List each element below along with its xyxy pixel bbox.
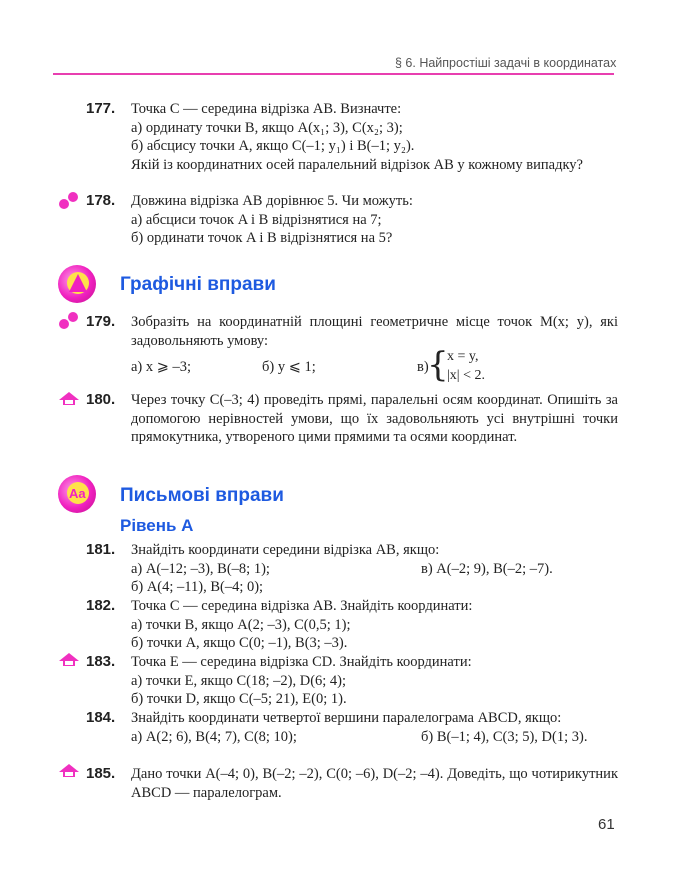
written-section-icon <box>58 475 96 513</box>
exercise-number: 177. <box>86 100 116 117</box>
system-line-2: |x| < 2. <box>447 368 486 383</box>
subitem-a: а) точки B, якщо A(2; –3), C(0,5; 1); <box>131 616 351 633</box>
exercise-text: Знайдіть координати середини відрізка AB, якщо: <box>131 542 440 558</box>
page-number: 61 <box>598 816 615 833</box>
difficulty-dots-icon <box>58 311 80 331</box>
exercise-number: 183. <box>86 653 116 670</box>
subitem-b: б) точки A, якщо C(0; –1), B(3; –3). <box>131 635 348 651</box>
subitem-a: а) A(–12; –3), B(–8; 1); <box>131 560 270 577</box>
exercise-text: Знайдіть координати четвертої вершини паралелограма ABCD, якщо: <box>131 710 562 726</box>
exercise-text: Довжина відрізка AB дорівнює 5. Чи можуть: <box>131 193 413 209</box>
exercise-182 <box>86 597 618 653</box>
exercise-number: 178. <box>86 192 116 209</box>
exercise-177 <box>86 100 618 174</box>
section-icon-letters: Aa <box>69 486 86 501</box>
subitem-b: б) B(–1; 4), C(3; 5), D(1; 3). <box>421 728 588 745</box>
inequality-system <box>427 345 486 385</box>
brace-glyph: { <box>427 345 449 385</box>
exercise-number: 182. <box>86 597 116 614</box>
subitem-c: в) A(–2; 9), B(–2; –7). <box>421 560 553 577</box>
subitem-b: б) ординати точок A і B відрізнятися на 5? <box>131 230 393 246</box>
exercise-text: Точка E — середина відрізка CD. Знайдіть координати: <box>131 654 472 670</box>
graphic-section-icon <box>58 265 96 303</box>
exercise-185 <box>86 765 618 802</box>
exercise-number: 180. <box>86 391 116 408</box>
subitem-a: а) x ⩾ –3; <box>131 359 192 375</box>
hat-marker-icon <box>58 652 80 668</box>
subitem-b: б) абсцису точки A, якщо C(–1; y₁) і B(–1; y₂). <box>131 138 415 154</box>
section-title-graphic: Графічні вправи <box>120 274 276 295</box>
exercise-number: 179. <box>86 313 116 330</box>
exercise-183 <box>86 653 618 709</box>
exercise-text: Дано точки A(–4; 0), B(–2; –2), C(0; –6), D(–2; –4). Доведіть, що чотирикутник ABCD — паралелограм. <box>131 766 618 801</box>
subitem-a: а) A(2; 6), B(4; 7), C(8; 10); <box>131 728 297 745</box>
subitem-b: б) точки D, якщо C(–5; 21), E(0; 1). <box>131 691 347 707</box>
hat-marker-icon <box>58 763 80 779</box>
exercise-text: Точка C — середина відрізка AB. Визначте: <box>131 101 402 117</box>
subitem-b: б) y ⩽ 1; <box>262 359 316 375</box>
level-title: Рівень А <box>120 516 194 535</box>
difficulty-dots-icon <box>58 191 80 211</box>
exercise-question: Якій із координатних осей паралельний відрізок AB у кожному випадку? <box>131 156 583 173</box>
subitem-a: а) ординату точки B, якщо A(x₁; 3), C(x₂; 3); <box>131 119 403 136</box>
subitem-a: а) абсциси точок A і B відрізнятися на 7; <box>131 211 382 228</box>
system-line-1: x = y, <box>447 349 479 364</box>
exercise-184 <box>86 709 618 746</box>
hat-marker-icon <box>58 391 80 407</box>
exercise-text: Через точку C(–3; 4) проведіть прямі, паралельні осям координат. Опишіть за допомогою нерівностей умови, що їх задовольняють усі внутрішні точки прямокутника, утвореного цими прямими та осями координат. <box>131 392 618 445</box>
header-rule <box>53 73 614 75</box>
running-header: § 6. Найпростіші задачі в координатах <box>395 56 617 70</box>
exercise-text: Зобразіть на координатній площині геометричне місце точок M(x; y), які задовольняють умову: <box>131 314 618 349</box>
exercise-number: 185. <box>86 765 116 782</box>
exercise-179 <box>86 313 618 350</box>
exercise-180 <box>86 391 618 447</box>
subitem-a: а) точки E, якщо C(18; –2), D(6; 4); <box>131 672 347 689</box>
section-title-written: Письмові вправи <box>120 485 284 506</box>
subitem-b: б) A(4; –11), B(–4; 0); <box>131 579 264 595</box>
exercise-number: 181. <box>86 541 116 558</box>
exercise-number: 184. <box>86 709 116 726</box>
subitem-c: в) <box>417 359 429 375</box>
exercise-181 <box>86 541 618 597</box>
triangle-icon <box>68 273 88 293</box>
exercise-text: Точка C — середина відрізка AB. Знайдіть координати: <box>131 598 473 614</box>
exercise-178 <box>86 192 618 248</box>
